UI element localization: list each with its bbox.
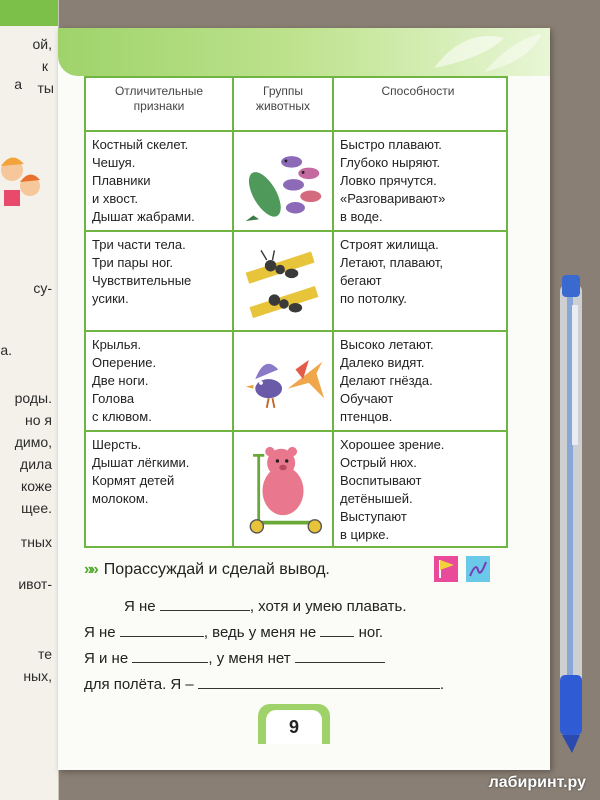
ant-picture — [240, 239, 326, 323]
answer-blank[interactable] — [160, 596, 250, 611]
double-arrow-icon: »» — [84, 561, 96, 578]
flag-icon — [434, 556, 458, 582]
abilities-cell: Хорошее зрение. Острый нюх. Воспитывают детёнышей. Выступают в цирке. — [340, 437, 445, 542]
features-cell: Три части тела. Три пары ног. Чувствительные усики. — [86, 232, 234, 330]
group-picture-cell — [234, 232, 334, 330]
abilities-cell: Высоко летают. Далеко видят. Делают гнёзда. Обучают птенцов. — [340, 337, 434, 424]
table-header-row — [86, 78, 506, 130]
table-row — [86, 430, 506, 546]
header-abilities: Способности — [381, 84, 455, 98]
header-features: Отличительные признаки — [86, 78, 234, 130]
features-cell: Костный скелет. Чешуя. Плавники и хвост. Дышат жабрами. — [86, 132, 234, 230]
left-text-fragment: коже — [20, 478, 52, 494]
sentence-1: Я не , хотя и умею плавать. — [124, 598, 407, 615]
task-heading — [84, 556, 524, 584]
left-text-fragment: к — [41, 58, 48, 74]
abilities-cell: Быстро плавают. Глубоко ныряют. Ловко прячутся. «Разговаривают» в воде. — [340, 137, 446, 224]
header-groups: Группы животных — [234, 78, 334, 130]
animal-groups-table — [84, 76, 508, 548]
answer-blank[interactable] — [295, 648, 385, 663]
left-text-fragment: ивот- — [18, 576, 52, 592]
left-text-fragment: щее. — [21, 500, 52, 516]
group-picture-cell — [234, 132, 334, 230]
left-page-header — [0, 0, 58, 26]
leaf-decoration — [424, 28, 544, 74]
features-cell: Крылья. Оперение. Две ноги. Голова с клювом. — [86, 332, 234, 430]
features-cell: Шерсть. Дышат лёгкими. Кормят детей молоком. — [86, 432, 234, 546]
page-number-tab — [258, 704, 330, 744]
left-page-strip — [0, 0, 59, 800]
left-text-fragment: ных, — [23, 668, 52, 684]
left-text-fragment: роды. — [14, 390, 52, 406]
left-text-fragment: су- — [33, 280, 52, 296]
left-text-fragment: а. — [0, 342, 12, 358]
reasoning-task — [84, 556, 524, 693]
bird-plane-picture — [240, 339, 326, 423]
table-row — [86, 230, 506, 330]
group-picture-cell — [234, 332, 334, 430]
left-text-fragment: тных — [20, 534, 52, 550]
left-text-fragment: дила — [20, 456, 52, 472]
workbook-page — [58, 28, 550, 770]
group-picture-cell — [234, 432, 334, 546]
table-row — [86, 330, 506, 430]
page-header-band — [58, 28, 550, 76]
left-text-fragment: те — [37, 646, 52, 662]
sentence-4: для полёта. Я – . — [84, 676, 445, 693]
left-text-fragment: ой, — [32, 36, 52, 52]
ballpoint-pen — [550, 275, 596, 755]
table-row — [86, 130, 506, 230]
left-text-fragment: но я — [25, 412, 52, 428]
answer-blank[interactable] — [120, 622, 204, 637]
watermark: лабиринт.ру — [488, 774, 586, 791]
left-text-fragment: ты — [37, 80, 54, 96]
kids-picture — [0, 150, 40, 210]
task-title: Порассуждай и сделай вывод. — [103, 561, 330, 578]
sentence-3: Я и не , у меня нет — [84, 648, 385, 667]
answer-blank[interactable] — [198, 674, 440, 689]
bear-scooter-picture — [240, 439, 326, 539]
sentence-2: Я не , ведь у меня не ног. — [84, 624, 383, 641]
left-text-fragment: димо, — [14, 434, 52, 450]
answer-blank[interactable] — [320, 622, 354, 637]
abilities-cell: Строят жилища. Летают, плавают, бегают по потолку. — [340, 237, 444, 306]
left-text-fragment: а — [14, 76, 22, 92]
page-number: 9 — [266, 710, 322, 744]
fish-group-picture — [240, 139, 326, 223]
pencil-write-icon — [466, 556, 490, 582]
answer-blank[interactable] — [132, 648, 208, 663]
